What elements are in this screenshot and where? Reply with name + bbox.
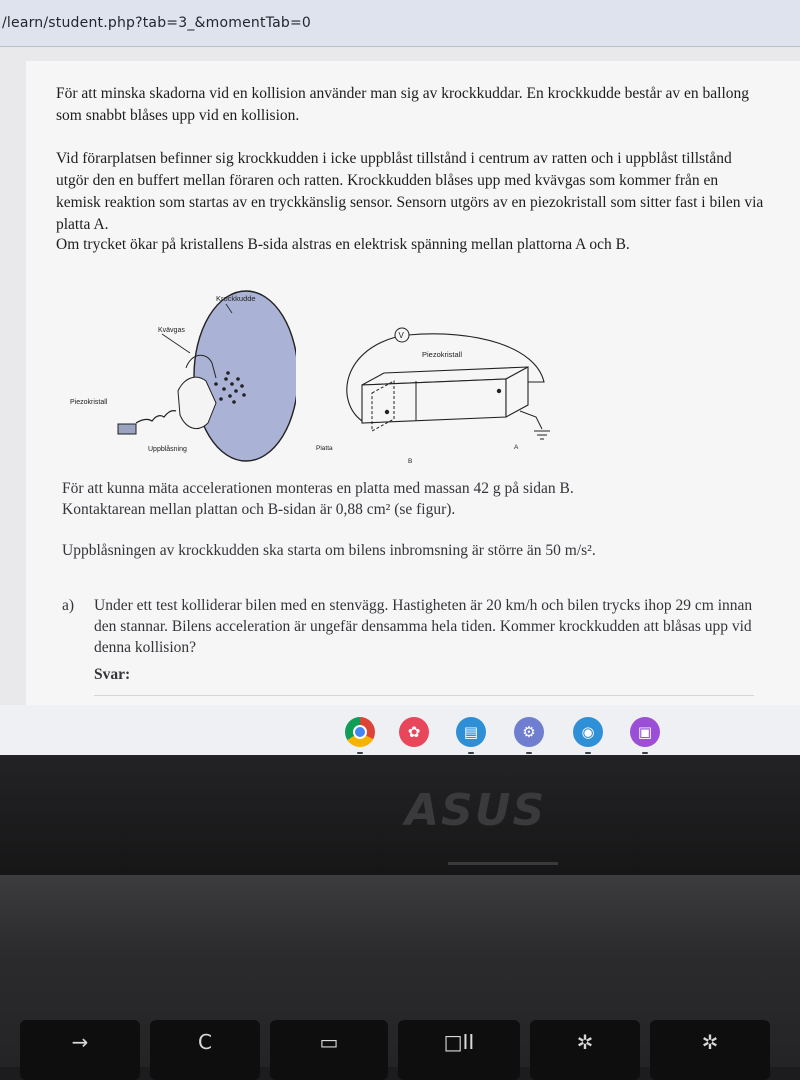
arrow-right-icon: → — [71, 1030, 89, 1054]
camera-running-indicator — [585, 752, 591, 754]
canvas-app[interactable] — [399, 717, 429, 747]
brand-logo: ASUS — [405, 785, 547, 836]
screen-bezel — [0, 755, 800, 875]
board-icon: ▤ — [463, 723, 479, 741]
chrome-running-indicator — [357, 752, 363, 754]
ground-wire — [520, 411, 542, 429]
crystal-figure — [306, 307, 576, 467]
sensor-box — [118, 424, 136, 434]
voltage-sentence: Om trycket ökar på kristallens B-sida alstras en elektrisk spänning mellan plattorna A och B. — [56, 236, 630, 253]
inflation-label: Uppblåsning — [148, 446, 187, 453]
refresh-icon: C — [198, 1030, 212, 1054]
intro-paragraph: För att minska skadorna vid en kollision använder man sig av krockkuddar. En krockkudde består av en ballong som snabbt blåses upp vid en kollision. — [56, 85, 750, 124]
shelf — [0, 705, 800, 755]
label-a: A — [514, 444, 519, 451]
settings-running-indicator — [526, 752, 532, 754]
palette-icon: ✿ — [407, 723, 421, 741]
hinge-line — [448, 862, 558, 865]
crystal-label-left: Piezokristall — [70, 399, 108, 406]
airbag-figure — [66, 283, 296, 463]
label-b: B — [408, 458, 413, 465]
forward-key[interactable] — [20, 1020, 140, 1080]
classroom-app[interactable] — [456, 717, 486, 747]
brightness-down-icon: ✲ — [576, 1030, 594, 1054]
fullscreen-key[interactable] — [270, 1020, 388, 1080]
url-text[interactable]: /learn/student.php?tab=3_&momentTab=0 — [2, 15, 312, 31]
assignment-sheet — [26, 61, 800, 711]
question-text: Under ett test kolliderar bilen med en stenvägg. Hastigheten är 20 km/h och bilen trycks ihop 29 cm innan den stannar. Bilens acceleration är ungefär densamma hela tiden. Kommer krockkudden att blåsas upp vid denna kollision? — [94, 597, 753, 656]
area-text: Kontaktarean mellan plattan och B-sidan är 0,88 cm² (se figur). — [62, 501, 456, 518]
fullscreen-icon: ▭ — [319, 1030, 339, 1054]
classroom-running-indicator — [468, 752, 474, 754]
crystal-front — [362, 379, 506, 423]
gallery-icon: ▣ — [637, 723, 653, 741]
mass-text: För att kunna mäta accelerationen monteras en platta med massan 42 g på sidan B. — [62, 480, 574, 497]
chrome-icon — [353, 725, 367, 739]
sensor-wire — [136, 411, 176, 423]
camera-app[interactable] — [573, 717, 603, 747]
answer-label: Svar: — [94, 666, 131, 683]
overview-key[interactable] — [398, 1020, 520, 1080]
threshold-text: Uppblåsningen av krockkudden ska starta om bilens inbromsning är större än 50 m/s². — [62, 542, 596, 559]
refresh-key[interactable] — [150, 1020, 260, 1080]
voltmeter-label: V — [398, 331, 404, 340]
settings-app[interactable] — [514, 717, 544, 747]
description-paragraph: Vid förarplatsen befinner sig krockkudden i icke uppblåst tillstånd i centrum av ratten och i uppblåst tillstånd utgör den en buffert mellan föraren och ratten. Krockkudden blåses upp med kvävgas som kommer från en kemisk reaktion som startas av en tryckkänslig sensor. Sensorn utgörs av en piezokristall som sitter fast i bilen via platta A. — [56, 150, 764, 233]
gas-label: Kvävgas — [158, 327, 185, 334]
plate-label: Platta — [316, 445, 333, 452]
gallery-app[interactable] — [630, 717, 660, 747]
brightness-down-key[interactable] — [530, 1020, 640, 1080]
overview-icon: □II — [443, 1030, 475, 1054]
brightness-up-icon: ✲ — [701, 1030, 719, 1054]
airbag-balloon — [194, 291, 296, 461]
brightness-up-key[interactable] — [650, 1020, 770, 1080]
airbag-label: Krockkudde — [216, 294, 256, 303]
crystal-label-right: Piezokristall — [422, 350, 463, 359]
address-bar[interactable] — [0, 0, 800, 47]
chrome-app[interactable] — [345, 717, 375, 747]
camera-icon: ◉ — [581, 723, 595, 741]
gallery-running-indicator — [642, 752, 648, 754]
gear-icon: ⚙ — [522, 723, 536, 741]
page-viewport — [0, 47, 800, 705]
question-letter: a) — [62, 597, 75, 614]
